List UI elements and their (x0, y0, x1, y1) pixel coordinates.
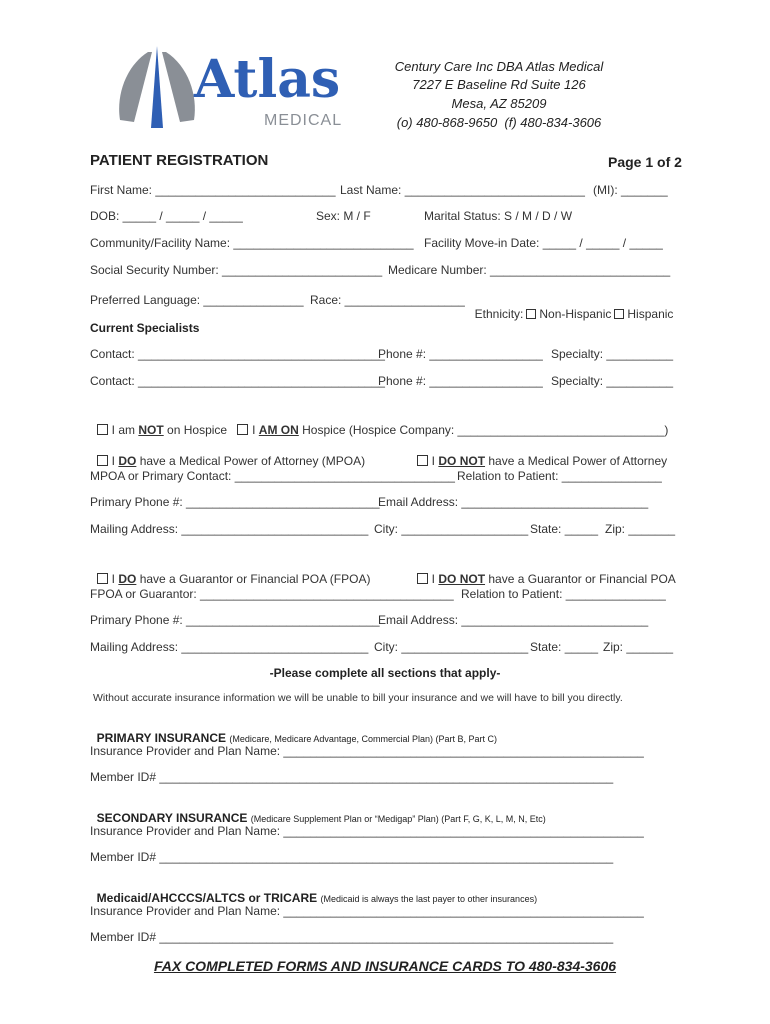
mpoa-do-label: DO (118, 454, 137, 468)
secondary-provider-field[interactable]: Insurance Provider and Plan Name: ______________________________________________________ (90, 824, 644, 838)
fpoa-contact-field[interactable]: FPOA or Guarantor: ______________________________________ (90, 587, 454, 601)
fpoa-zip-field[interactable]: Zip: _______ (603, 640, 674, 654)
fpoa-do-label: DO (118, 572, 137, 586)
mpoa-contact-field[interactable]: MPOA or Primary Contact: _________________________________ (90, 469, 455, 483)
medicaid-member-id-field[interactable]: Member ID# ____________________________________________________________________ (90, 930, 614, 944)
specialists-heading: Current Specialists (90, 321, 200, 335)
medicaid-title: Medicaid/AHCCCS/ALTCS or TRICARE (96, 891, 318, 905)
fpoa-email-field[interactable]: Email Address: ____________________________ (378, 613, 649, 627)
specialist-phone-1[interactable]: Phone #: _________________ (378, 347, 543, 361)
specialist-specialty-2[interactable]: Specialty: __________ (551, 374, 674, 388)
hospice-am-on-label: AM ON (258, 423, 299, 437)
race-field[interactable]: Race: __________________ (310, 293, 465, 307)
fpoa-have-label: have a Guarantor or Financial POA (FPOA) (139, 572, 371, 586)
secondary-member-id-field[interactable]: Member ID# ____________________________________________________________________ (90, 850, 614, 864)
fpoa-i-label: I (111, 572, 116, 586)
mpoa-email-field[interactable]: Email Address: ____________________________ (378, 495, 649, 509)
middle-initial-field[interactable]: (MI): _______ (593, 183, 668, 197)
hospice-on-label: on Hospice (167, 423, 228, 437)
mpoa-zip-field[interactable]: Zip: _______ (605, 522, 676, 536)
page-title: PATIENT REGISTRATION (90, 152, 269, 169)
mpoa-no-checkbox[interactable] (417, 455, 428, 466)
on-hospice-checkbox[interactable] (237, 424, 248, 435)
medicaid-note: (Medicaid is always the last payer to other insurances) (320, 894, 538, 904)
page-number: Page 1 of 2 (608, 154, 682, 170)
fpoa-city-field[interactable]: City: ___________________ (374, 640, 529, 654)
primary-member-id-field[interactable]: Member ID# ____________________________________________________________________ (90, 770, 614, 784)
complete-sections-note: -Please complete all sections that apply- (269, 666, 501, 680)
primary-provider-field[interactable]: Insurance Provider and Plan Name: ______________________________________________________ (90, 744, 644, 758)
fax-instructions: FAX COMPLETED FORMS AND INSURANCE CARDS TO 480-834-3606 (153, 958, 617, 974)
mpoa-city-field[interactable]: City: ___________________ (374, 522, 529, 536)
address-line-1: Century Care Inc DBA Atlas Medical (394, 59, 604, 74)
fpoa-no-option (410, 558, 676, 586)
primary-insurance-heading (90, 717, 497, 745)
mpoa-i-label: I (111, 454, 116, 468)
mpoa-relation-field[interactable]: Relation to Patient: _______________ (457, 469, 662, 483)
move-in-date-field[interactable]: Facility Move-in Date: _____ / _____ / _____ (424, 236, 663, 250)
fpoa-state-field[interactable]: State: _____ (530, 640, 599, 654)
mpoa-state-field[interactable]: State: _____ (530, 522, 599, 536)
mpoa-phone-field[interactable]: Primary Phone #: _____________________________ (90, 495, 380, 509)
preferred-language-field[interactable]: Preferred Language: _______________ (90, 293, 304, 307)
fpoa-yes-option (90, 558, 370, 586)
hospice-company-field[interactable]: Hospice (Hospice Company: _______________________________) (302, 423, 669, 437)
sex-field[interactable]: Sex: M / F (316, 209, 371, 223)
marital-status-field[interactable]: Marital Status: S / M / D / W (424, 209, 573, 223)
specialist-specialty-1[interactable]: Specialty: __________ (551, 347, 674, 361)
non-hispanic-checkbox[interactable] (526, 309, 536, 319)
logo-name: Atlas (194, 49, 341, 110)
fpoa-mailing-field[interactable]: Mailing Address: ____________________________ (90, 640, 369, 654)
not-on-hospice-checkbox[interactable] (97, 424, 108, 435)
fpoa-yes-checkbox[interactable] (97, 573, 108, 584)
specialist-contact-2[interactable]: Contact: _____________________________________ (90, 374, 385, 388)
fpoa-do-not-label: DO NOT (438, 572, 486, 586)
mpoa-mailing-field[interactable]: Mailing Address: ____________________________ (90, 522, 369, 536)
secondary-insurance-heading (90, 797, 546, 825)
medicare-number-field[interactable]: Medicare Number: ___________________________ (388, 263, 671, 277)
non-hispanic-label: Non-Hispanic (539, 307, 612, 321)
mpoa-no-option (410, 440, 667, 468)
hospice-row (90, 409, 668, 437)
mpoa-have2-label: have a Medical Power of Attorney (488, 454, 668, 468)
atlas-medical-logo (112, 40, 352, 135)
specialist-phone-2[interactable]: Phone #: _________________ (378, 374, 543, 388)
secondary-insurance-note: (Medicare Supplement Plan or “Medigap” Plan) (Part F, G, K, L, M, N, Etc) (250, 814, 546, 824)
fpoa-relation-field[interactable]: Relation to Patient: _______________ (461, 587, 666, 601)
first-name-field[interactable]: First Name: ___________________________ (90, 183, 336, 197)
atlas-a-logo-icon (112, 40, 202, 135)
specialist-contact-1[interactable]: Contact: _____________________________________ (90, 347, 385, 361)
fpoa-i2-label: I (431, 572, 436, 586)
hispanic-label: Hispanic (627, 307, 674, 321)
insurance-notice: Without accurate insurance information we will be unable to bill your insurance and we will have to bill you directly. (93, 692, 623, 704)
ssn-field[interactable]: Social Security Number: ________________________ (90, 263, 383, 277)
hospice-i-label: I am (111, 423, 136, 437)
hospice-not-label: NOT (138, 423, 164, 437)
primary-insurance-note: (Medicare, Medicare Advantage, Commercial Plan) (Part B, Part C) (229, 734, 497, 744)
last-name-field[interactable]: Last Name: ___________________________ (340, 183, 585, 197)
medicaid-heading (90, 877, 537, 905)
address-line-2: 7227 E Baseline Rd Suite 126 (412, 77, 586, 92)
address-line-4: (o) 480-868-9650 (f) 480-834-3606 (396, 115, 602, 130)
mpoa-i2-label: I (431, 454, 436, 468)
hispanic-checkbox[interactable] (614, 309, 624, 319)
mpoa-have-label: have a Medical Power of Attorney (MPOA) (139, 454, 366, 468)
mpoa-yes-option (90, 440, 365, 468)
fpoa-phone-field[interactable]: Primary Phone #: _____________________________ (90, 613, 380, 627)
mpoa-yes-checkbox[interactable] (97, 455, 108, 466)
primary-insurance-title: PRIMARY INSURANCE (96, 731, 227, 745)
ethnicity-label: Ethnicity: (474, 307, 524, 321)
dob-field[interactable]: DOB: _____ / _____ / _____ (90, 209, 243, 223)
hospice-i2-label: I (252, 423, 256, 437)
fpoa-no-checkbox[interactable] (417, 573, 428, 584)
logo-subtitle: MEDICAL (264, 112, 343, 129)
community-name-field[interactable]: Community/Facility Name: ___________________________ (90, 236, 414, 250)
mpoa-do-not-label: DO NOT (438, 454, 486, 468)
medicaid-provider-field[interactable]: Insurance Provider and Plan Name: ______________________________________________________ (90, 904, 644, 918)
address-line-3: Mesa, AZ 85209 (451, 96, 547, 111)
secondary-insurance-title: SECONDARY INSURANCE (96, 811, 248, 825)
fpoa-have2-label: have a Guarantor or Financial POA (488, 572, 676, 586)
ethnicity-group (468, 293, 673, 321)
